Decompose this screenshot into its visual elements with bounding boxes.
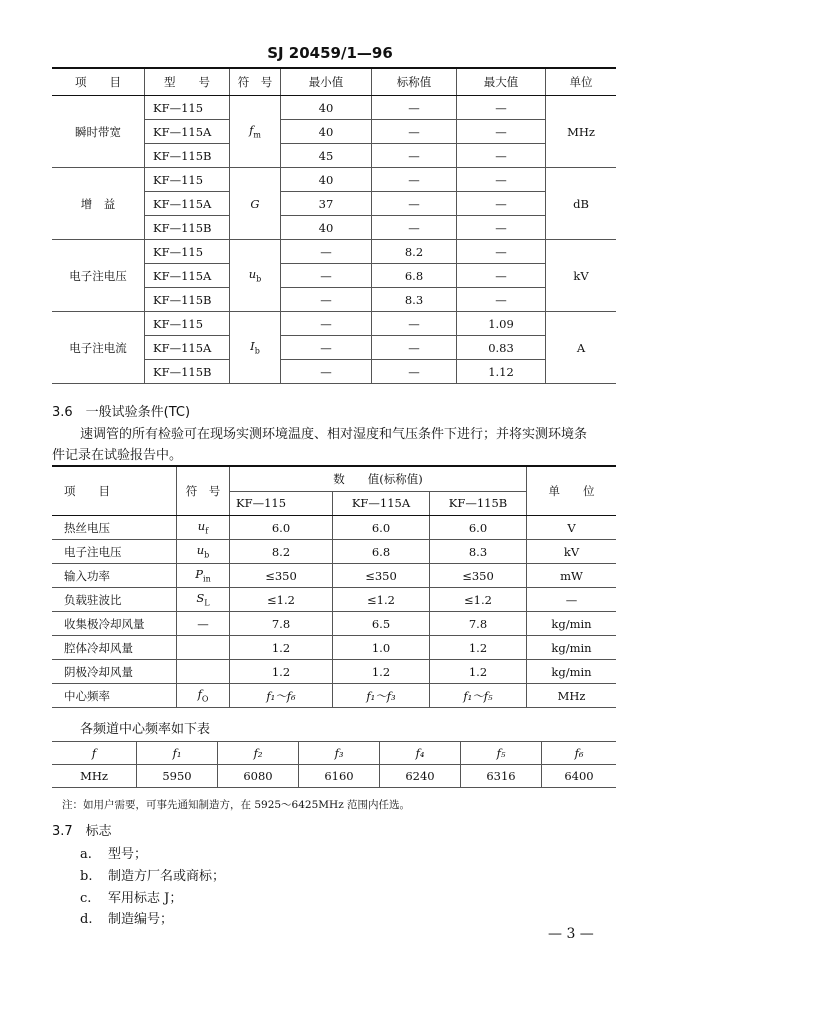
column-header: f₅ [461,742,542,765]
table-header-row [52,742,616,765]
item-cell: 负载驻波比 [52,588,177,612]
nominal-cell: — [372,96,457,120]
list-item: b. 制造方厂名或商标； [80,869,226,884]
model-header: KF—115 [230,491,333,516]
unit-cell: kg/min [527,612,617,636]
value-cell: 7.8 [230,612,333,636]
max-cell: — [457,120,546,144]
column-header: f₄ [380,742,461,765]
value-cell: 6.8 [333,540,430,564]
value-cell: 7.8 [430,612,527,636]
nominal-cell: — [372,312,457,336]
item-cell: 电子注电流 [52,312,145,384]
model-cell: KF—115B [145,360,230,384]
min-cell: 40 [281,96,372,120]
max-cell: — [457,192,546,216]
item-cell: 腔体冷却风量 [52,636,177,660]
unit-cell: kg/min [527,660,617,684]
table-row [52,516,616,540]
min-cell: 45 [281,144,372,168]
max-cell: 0.83 [457,336,546,360]
unit-cell: — [527,588,617,612]
unit-cell: MHz [52,765,137,788]
min-cell: — [281,312,372,336]
value-cell: 1.2 [230,660,333,684]
value-cell: ≤1.2 [430,588,527,612]
min-cell: — [281,336,372,360]
column-header: f₃ [299,742,380,765]
list-item: a. 型号； [80,847,148,862]
model-cell: KF—115A [145,192,230,216]
center-frequency-table [52,741,616,788]
value-cell: 1.2 [333,660,430,684]
value-cell: 1.2 [430,660,527,684]
value-cell: 6316 [461,765,542,788]
section-3-6-paragraph-line1: 速调管的所有检验可在现场实测环境温度、相对湿度和气压条件下进行；并将实测环境条 [80,427,588,442]
nominal-cell: — [372,216,457,240]
value-cell: 8.3 [430,540,527,564]
test-conditions-table [52,465,616,708]
max-cell: 1.12 [457,360,546,384]
max-cell: 1.09 [457,312,546,336]
nominal-cell: — [372,144,457,168]
model-cell: KF—115A [145,336,230,360]
table-row [52,240,616,264]
table-row [52,636,616,660]
nominal-cell: 6.8 [372,264,457,288]
symbol-cell: — [177,612,230,636]
value-cell: 6080 [218,765,299,788]
list-item: c. 军用标志 J； [80,891,183,906]
model-cell: KF—115 [145,312,230,336]
item-cell: 电子注电压 [52,540,177,564]
section-3-6-paragraph-line2: 件记录在试验报告中。 [52,448,183,463]
column-header: 项 目 [52,68,145,96]
nominal-cell: — [372,168,457,192]
column-header: f [52,742,137,765]
value-cell: 1.0 [333,636,430,660]
page-number: — 3 — [548,926,594,942]
model-cell: KF—115A [145,120,230,144]
max-cell: — [457,144,546,168]
model-cell: KF—115A [145,264,230,288]
table-row [52,684,616,708]
list-item: d. 制造编号； [80,912,174,927]
symbol-cell [177,660,230,684]
value-cell: 6.0 [430,516,527,540]
unit-cell: kV [527,540,617,564]
nominal-cell: — [372,360,457,384]
item-cell: 输入功率 [52,564,177,588]
value-cell: f₁～f₃ [333,684,430,708]
nominal-cell: 8.2 [372,240,457,264]
table-row [52,588,616,612]
symbol-cell: $u_b$ [230,240,281,312]
table-note: 注：如用户需要，可事先通知制造方，在 5925～6425MHz 范围内任选。 [62,799,411,811]
min-cell: 40 [281,168,372,192]
value-cell: ≤1.2 [333,588,430,612]
column-header: 符 号 [230,68,281,96]
model-cell: KF—115B [145,288,230,312]
column-header: 型 号 [145,68,230,96]
table-row [52,660,616,684]
symbol-cell: $u_b$ [177,540,230,564]
min-cell: 37 [281,192,372,216]
value-cell: ≤1.2 [230,588,333,612]
column-header: 项 目 [52,466,177,516]
symbol-cell: $I_b$ [230,312,281,384]
value-cell: f₁～f₆ [230,684,333,708]
nominal-cell: — [372,336,457,360]
model-cell: KF—115 [145,240,230,264]
symbol-cell: $f_m$ [230,96,281,168]
model-cell: KF—115 [145,168,230,192]
unit-cell: V [527,516,617,540]
item-cell: 增 益 [52,168,145,240]
column-header: f₁ [137,742,218,765]
symbol-cell: $P_{in}$ [177,564,230,588]
min-cell: — [281,360,372,384]
min-cell: — [281,288,372,312]
column-header: 单 位 [527,466,617,516]
column-header: 最小值 [281,68,372,96]
table-header-row [52,466,616,491]
item-cell: 瞬时带宽 [52,96,145,168]
unit-cell: A [546,312,617,384]
min-cell: 40 [281,216,372,240]
min-cell: — [281,264,372,288]
max-cell: — [457,288,546,312]
max-cell: — [457,240,546,264]
min-cell: — [281,240,372,264]
section-3-7-title: 3.7 标志 [52,824,112,839]
column-header: f₂ [218,742,299,765]
unit-cell: MHz [527,684,617,708]
column-header: f₆ [542,742,617,765]
model-cell: KF—115B [145,144,230,168]
value-cell: ≤350 [230,564,333,588]
value-cell: 6.0 [333,516,430,540]
unit-cell: MHz [546,96,617,168]
nominal-cell: 8.3 [372,288,457,312]
column-header: 符 号 [177,466,230,516]
column-header: 标称值 [372,68,457,96]
value-cell: 6400 [542,765,617,788]
item-cell: 中心频率 [52,684,177,708]
value-cell: 5950 [137,765,218,788]
table-row [52,612,616,636]
unit-cell: dB [546,168,617,240]
table-header-row [52,68,616,96]
value-cell: 6160 [299,765,380,788]
column-header: 数 值(标称值) [230,466,527,491]
value-cell: f₁～f₅ [430,684,527,708]
column-header: 最大值 [457,68,546,96]
unit-cell: kV [546,240,617,312]
table-row [52,765,616,788]
frequency-table-caption: 各频道中心频率如下表 [80,722,211,737]
symbol-cell: $S_L$ [177,588,230,612]
unit-cell: kg/min [527,636,617,660]
value-cell: ≤350 [430,564,527,588]
max-cell: — [457,96,546,120]
value-cell: 1.2 [230,636,333,660]
table-row [52,312,616,336]
section-3-6-title: 3.6 一般试验条件(TC) [52,405,191,420]
item-cell: 阴极冷却风量 [52,660,177,684]
table-row [52,96,616,120]
document-header: SJ 20459/1—96 [267,44,393,62]
symbol-cell [177,636,230,660]
symbol-cell: $u_f$ [177,516,230,540]
table-row [52,564,616,588]
model-cell: KF—115B [145,216,230,240]
column-header: 单位 [546,68,617,96]
value-cell: 8.2 [230,540,333,564]
max-cell: — [457,168,546,192]
item-cell: 电子注电压 [52,240,145,312]
value-cell: ≤350 [333,564,430,588]
min-cell: 40 [281,120,372,144]
item-cell: 收集极冷却风量 [52,612,177,636]
model-header: KF—115B [430,491,527,516]
nominal-cell: — [372,192,457,216]
table-row [52,540,616,564]
value-cell: 1.2 [430,636,527,660]
model-cell: KF—115 [145,96,230,120]
value-cell: 6.5 [333,612,430,636]
max-cell: — [457,216,546,240]
symbol-cell: $f_O$ [177,684,230,708]
symbol-cell: G [230,168,281,240]
nominal-cell: — [372,120,457,144]
unit-cell: mW [527,564,617,588]
max-cell: — [457,264,546,288]
table-row [52,168,616,192]
value-cell: 6240 [380,765,461,788]
item-cell: 热丝电压 [52,516,177,540]
value-cell: 6.0 [230,516,333,540]
parameters-table [52,67,616,384]
model-header: KF—115A [333,491,430,516]
